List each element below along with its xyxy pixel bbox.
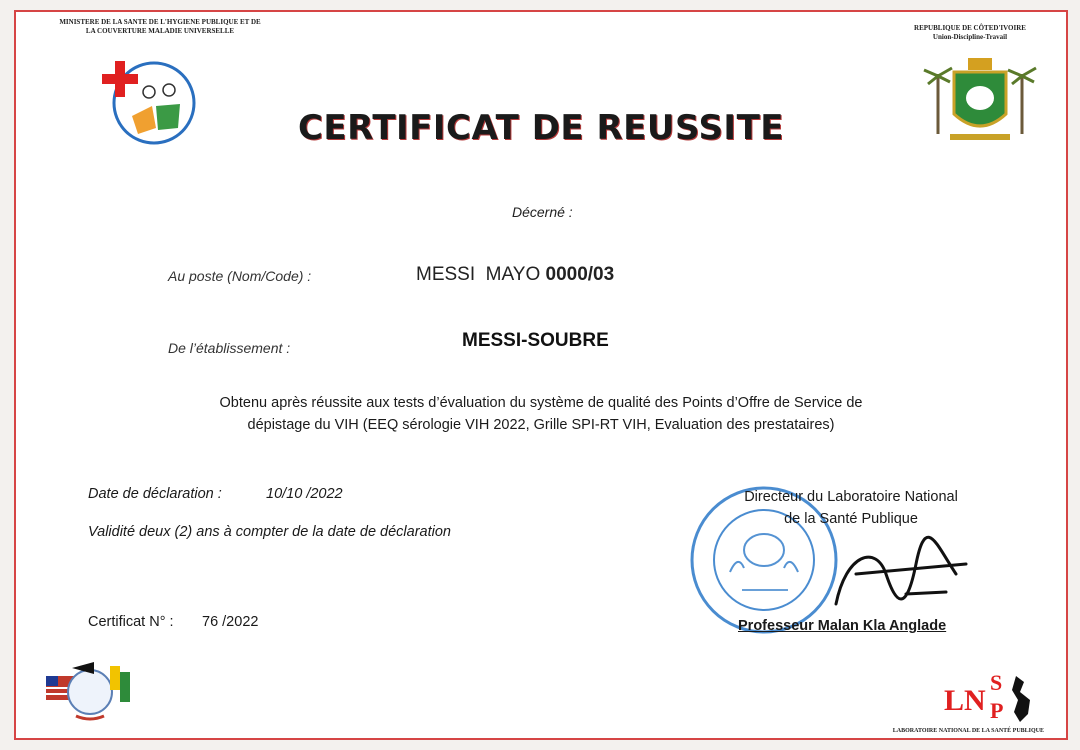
- certificate-title: CERTIFICAT DE REUSSITE: [297, 108, 785, 148]
- republic-name: REPUBLIQUE DE CÔTED'IVOIRE: [914, 24, 1026, 32]
- handwritten-signature: [816, 534, 976, 624]
- poste-name: MESSI MAYO: [416, 264, 541, 285]
- signatory-title-line-1: Directeur du Laboratoire National: [744, 489, 958, 505]
- validity-text: Validité deux (2) ans à compter de la date de déclaration: [88, 524, 451, 540]
- poste-label: Au poste (Nom/Code) :: [168, 268, 312, 284]
- ministry-line-2: LA COUVERTURE MALADIE UNIVERSELLE: [85, 27, 235, 35]
- republic-motto: Union-Discipline-Travail: [932, 33, 1008, 41]
- declaration-label: Date de déclaration :: [88, 486, 222, 502]
- description-line-2: dépistage du VIH (EEQ sérologie VIH 2022, Grille SPI-RT VIH, Evaluation des prestataires): [247, 417, 835, 433]
- certificate-description: [146, 392, 936, 436]
- etablissement-label: De l’établissement :: [168, 340, 291, 356]
- signatory-name: Professeur Malan Kla Anglade: [738, 618, 947, 634]
- svg-text:P: P: [990, 698, 1004, 723]
- poste-code: 0000/03: [545, 264, 615, 285]
- description-line-1: Obtenu après réussite aux tests d’évaluation du système de qualité des Points d’Offre de Service de: [219, 395, 863, 411]
- republic-header: [900, 24, 1040, 42]
- lnsp-logo: [942, 668, 1054, 726]
- certificate-page: [14, 10, 1068, 740]
- declaration-date: 10/10 /2022: [266, 486, 343, 502]
- lnsp-caption: LABORATOIRE NATIONAL DE LA SANTÉ PUBLIQUE: [892, 728, 1044, 734]
- certificate-number: 76 /2022: [202, 614, 259, 630]
- partner-logo-icon: [40, 652, 140, 728]
- poste-value: [416, 264, 614, 286]
- decerne-label: Décerné :: [512, 204, 573, 220]
- etablissement-value: MESSI-SOUBRE: [462, 330, 609, 351]
- ministry-line-1: MINISTERE DE LA SANTE DE L'HYGIENE PUBLIQUE ET DE: [59, 18, 261, 26]
- svg-text:S: S: [990, 670, 1003, 695]
- signatory-title: [706, 486, 996, 530]
- signatory-title-line-2: de la Santé Publique: [784, 511, 918, 527]
- certificate-number-label: Certificat N° :: [88, 614, 174, 630]
- ministry-header: [30, 18, 290, 36]
- svg-text:LN: LN: [944, 684, 986, 717]
